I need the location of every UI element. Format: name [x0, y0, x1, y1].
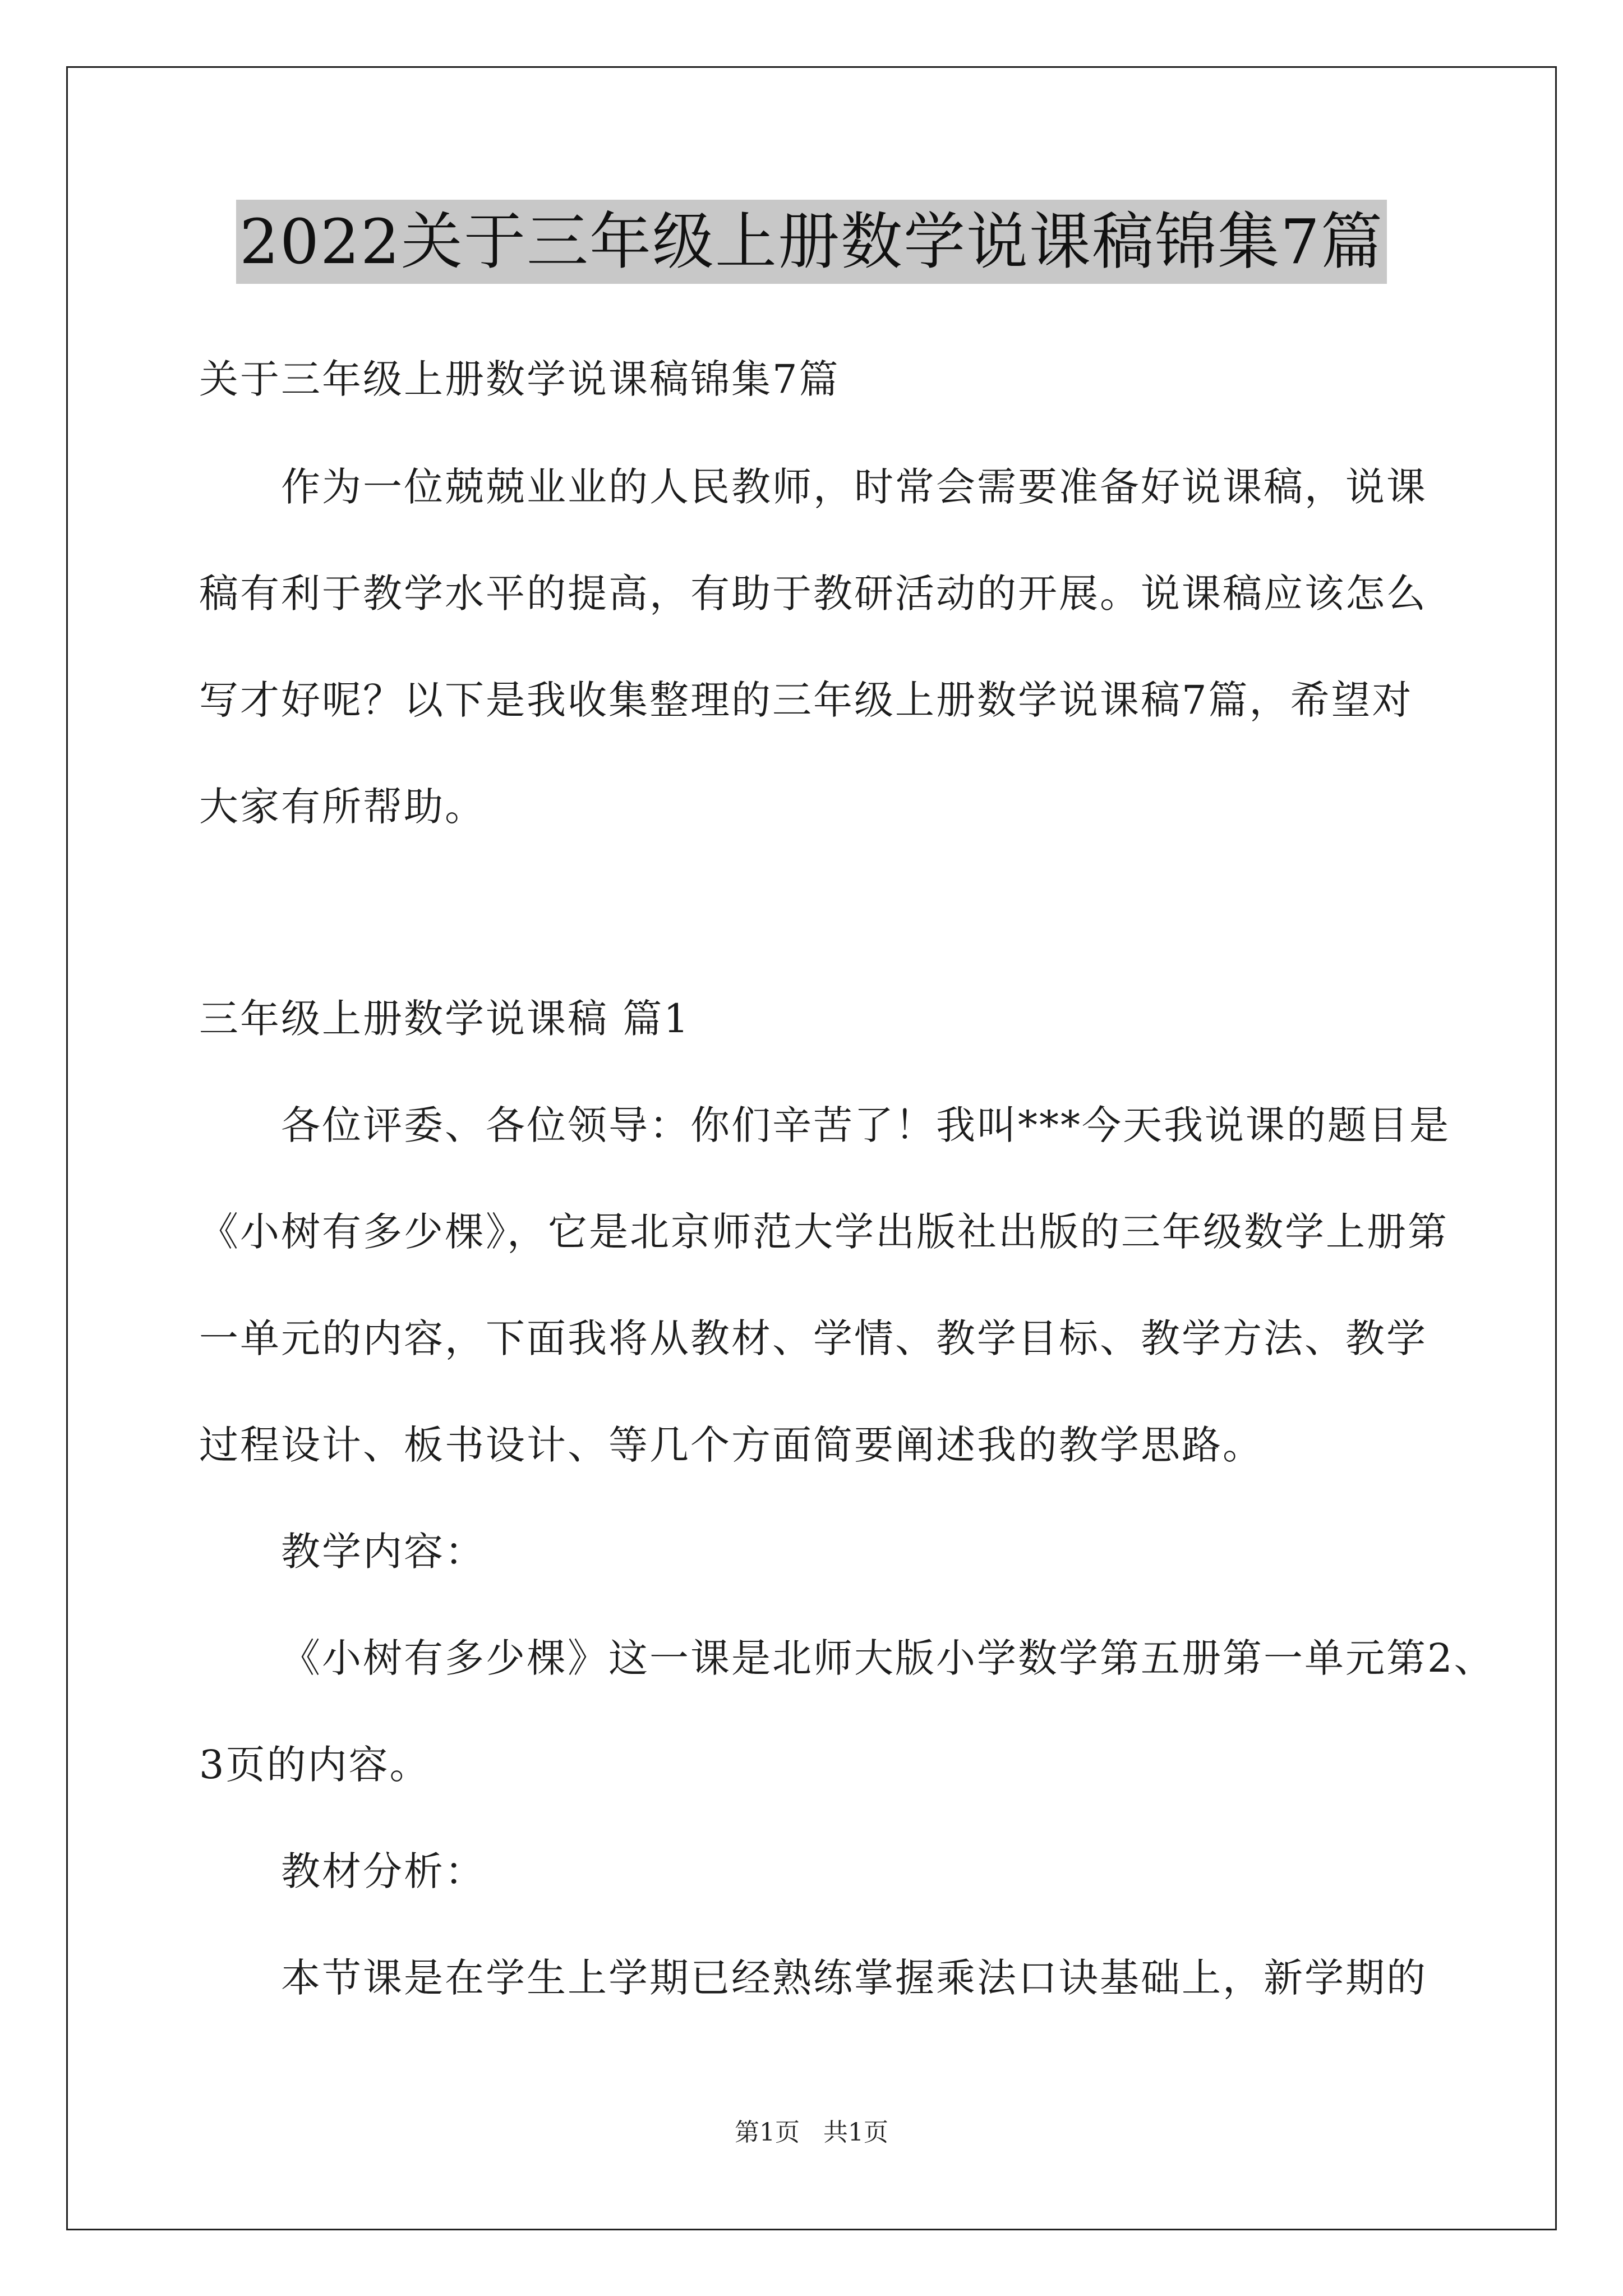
textbook-analysis-line-1: 本节课是在学生上学期已经熟练掌握乘法口诀基础上，新学期的 [281, 1955, 1427, 2001]
teaching-content-line-1: 《小树有多少棵》这一课是北师大版小学数学第五册第一单元第2、 [281, 1635, 1495, 1681]
section-line-4: 过程设计、板书设计、等几个方面简要阐述我的教学思路。 [199, 1422, 1264, 1468]
textbook-analysis-label: 教材分析： [281, 1848, 486, 1894]
section-heading: 三年级上册数学说课稿 篇1 [199, 996, 690, 1042]
page-number: 第1页 [735, 2118, 800, 2147]
document-title: 2022关于三年级上册数学说课稿锦集7篇 [236, 200, 1387, 284]
document-subtitle: 关于三年级上册数学说课稿锦集7篇 [199, 356, 840, 402]
intro-line-1: 作为一位兢兢业业的人民教师，时常会需要准备好说课稿，说课 [281, 464, 1427, 510]
title-container [0, 200, 1623, 284]
teaching-content-line-2: 3页的内容。 [199, 1742, 431, 1788]
page-total: 共1页 [823, 2118, 888, 2147]
section-line-2: 《小树有多少棵》，它是北京师范大学出版社出版的三年级数学上册第 [199, 1209, 1449, 1255]
intro-line-4: 大家有所帮助。 [199, 784, 486, 830]
section-line-1: 各位评委、各位领导：你们辛苦了！我叫***今天我说课的题目是 [281, 1102, 1450, 1148]
page-footer [0, 2116, 1623, 2150]
teaching-content-label: 教学内容： [281, 1529, 486, 1575]
intro-line-2: 稿有利于教学水平的提高，有助于教研活动的开展。说课稿应该怎么 [199, 570, 1427, 616]
section-line-3: 一单元的内容，下面我将从教材、学情、教学目标、教学方法、教学 [199, 1315, 1427, 1361]
intro-line-3: 写才好呢？以下是我收集整理的三年级上册数学说课稿7篇，希望对 [199, 677, 1413, 723]
